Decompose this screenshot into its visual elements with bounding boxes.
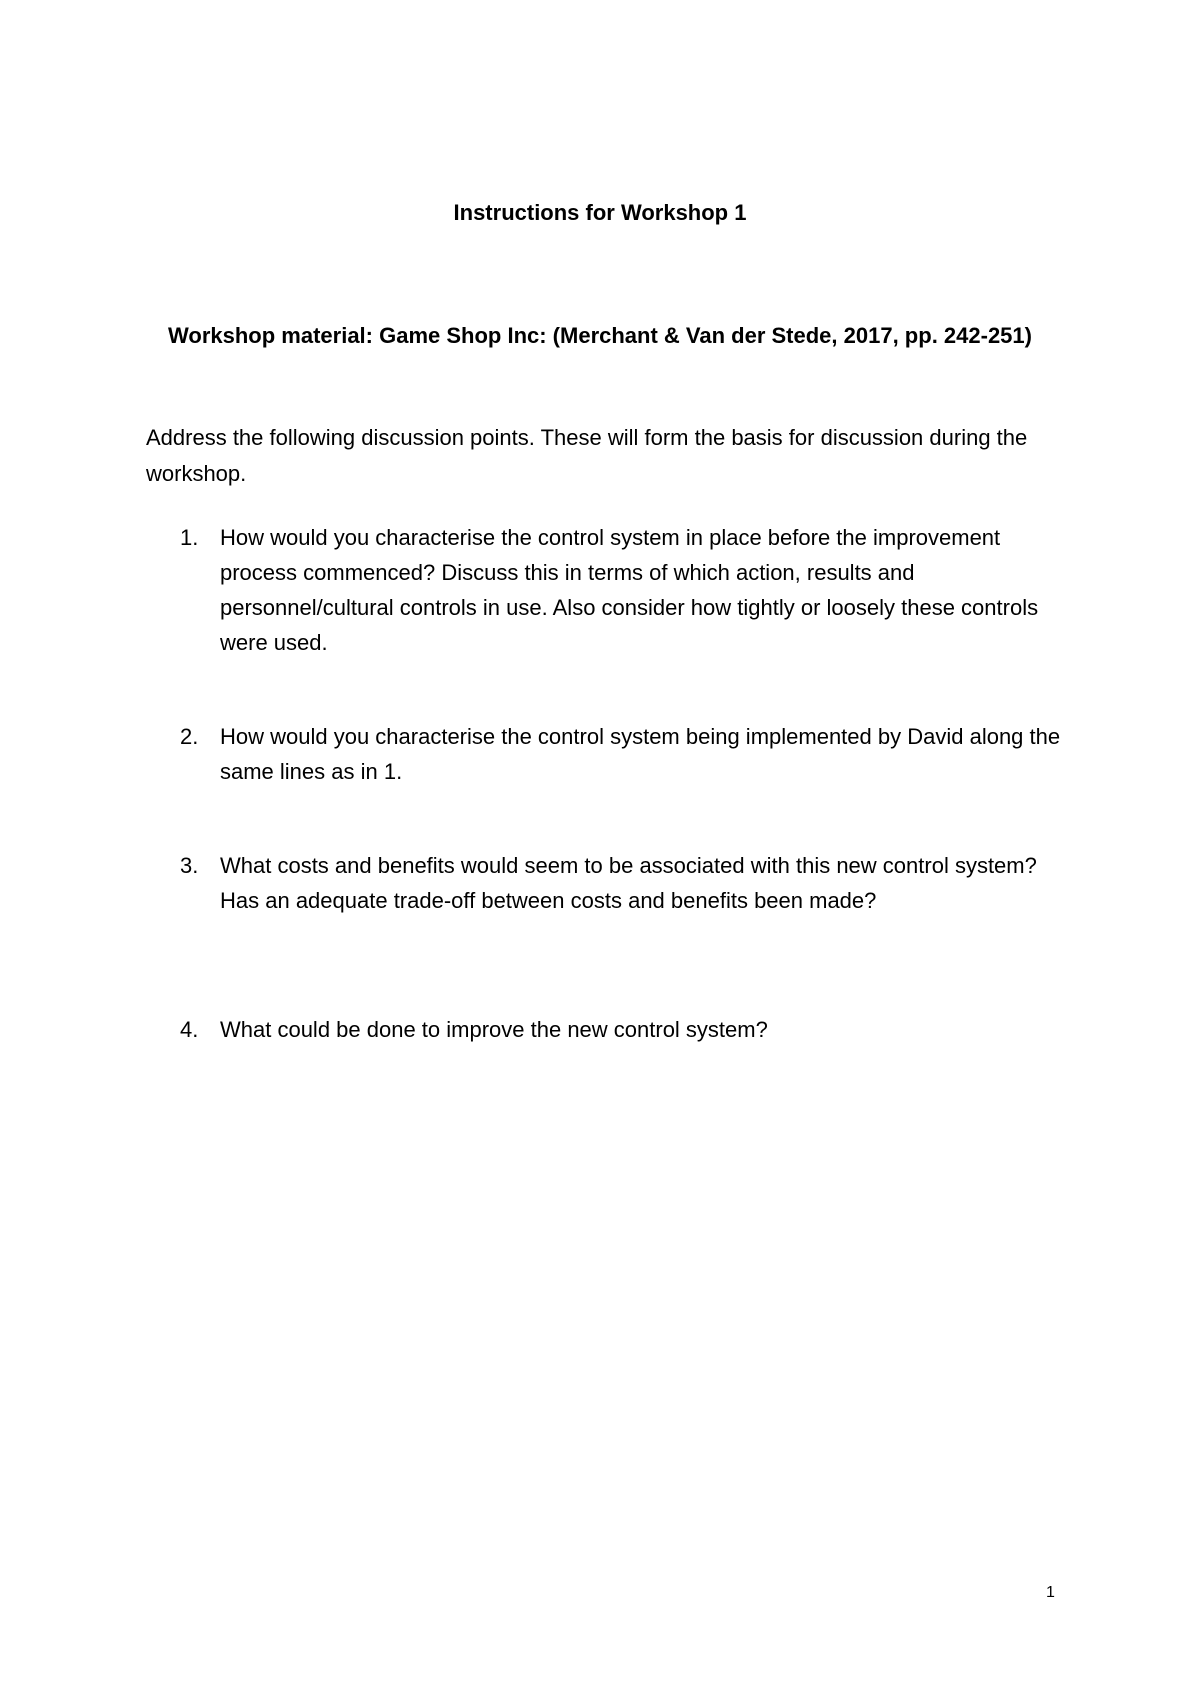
list-item-text: What could be done to improve the new control system? [220,1017,768,1042]
list-item-text: How would you characterise the control system in place before the improvement process commenced? Discuss this in terms of which action, results and personnel/cultural controls in use. Also consider how tightly or loosely these controls were used. [220,525,1039,655]
list-item [180,848,1080,918]
page-number: 1 [1046,1584,1055,1601]
list-item-number: 3. [180,853,199,878]
list-item-number: 1. [180,525,199,550]
list-item [180,719,1080,789]
list-item-text: What costs and benefits would seem to be associated with this new control system? Has an adequate trade-off between costs and benefits been made? [220,853,1037,913]
list-item-number: 2. [180,724,199,749]
list-item-text: How would you characterise the control system being implemented by David along the same lines as in 1. [220,724,1061,784]
list-item [180,1012,1080,1047]
workshop-material-heading: Workshop material: Game Shop Inc: (Merchant & Van der Stede, 2017, pp. 242-251) [168,323,1032,348]
intro-paragraph: Address the following discussion points. These will form the basis for discussion during the workshop. [146,425,1028,486]
list-item-number: 4. [180,1017,199,1042]
document-title: Instructions for Workshop 1 [453,200,747,225]
list-item [180,520,1080,660]
